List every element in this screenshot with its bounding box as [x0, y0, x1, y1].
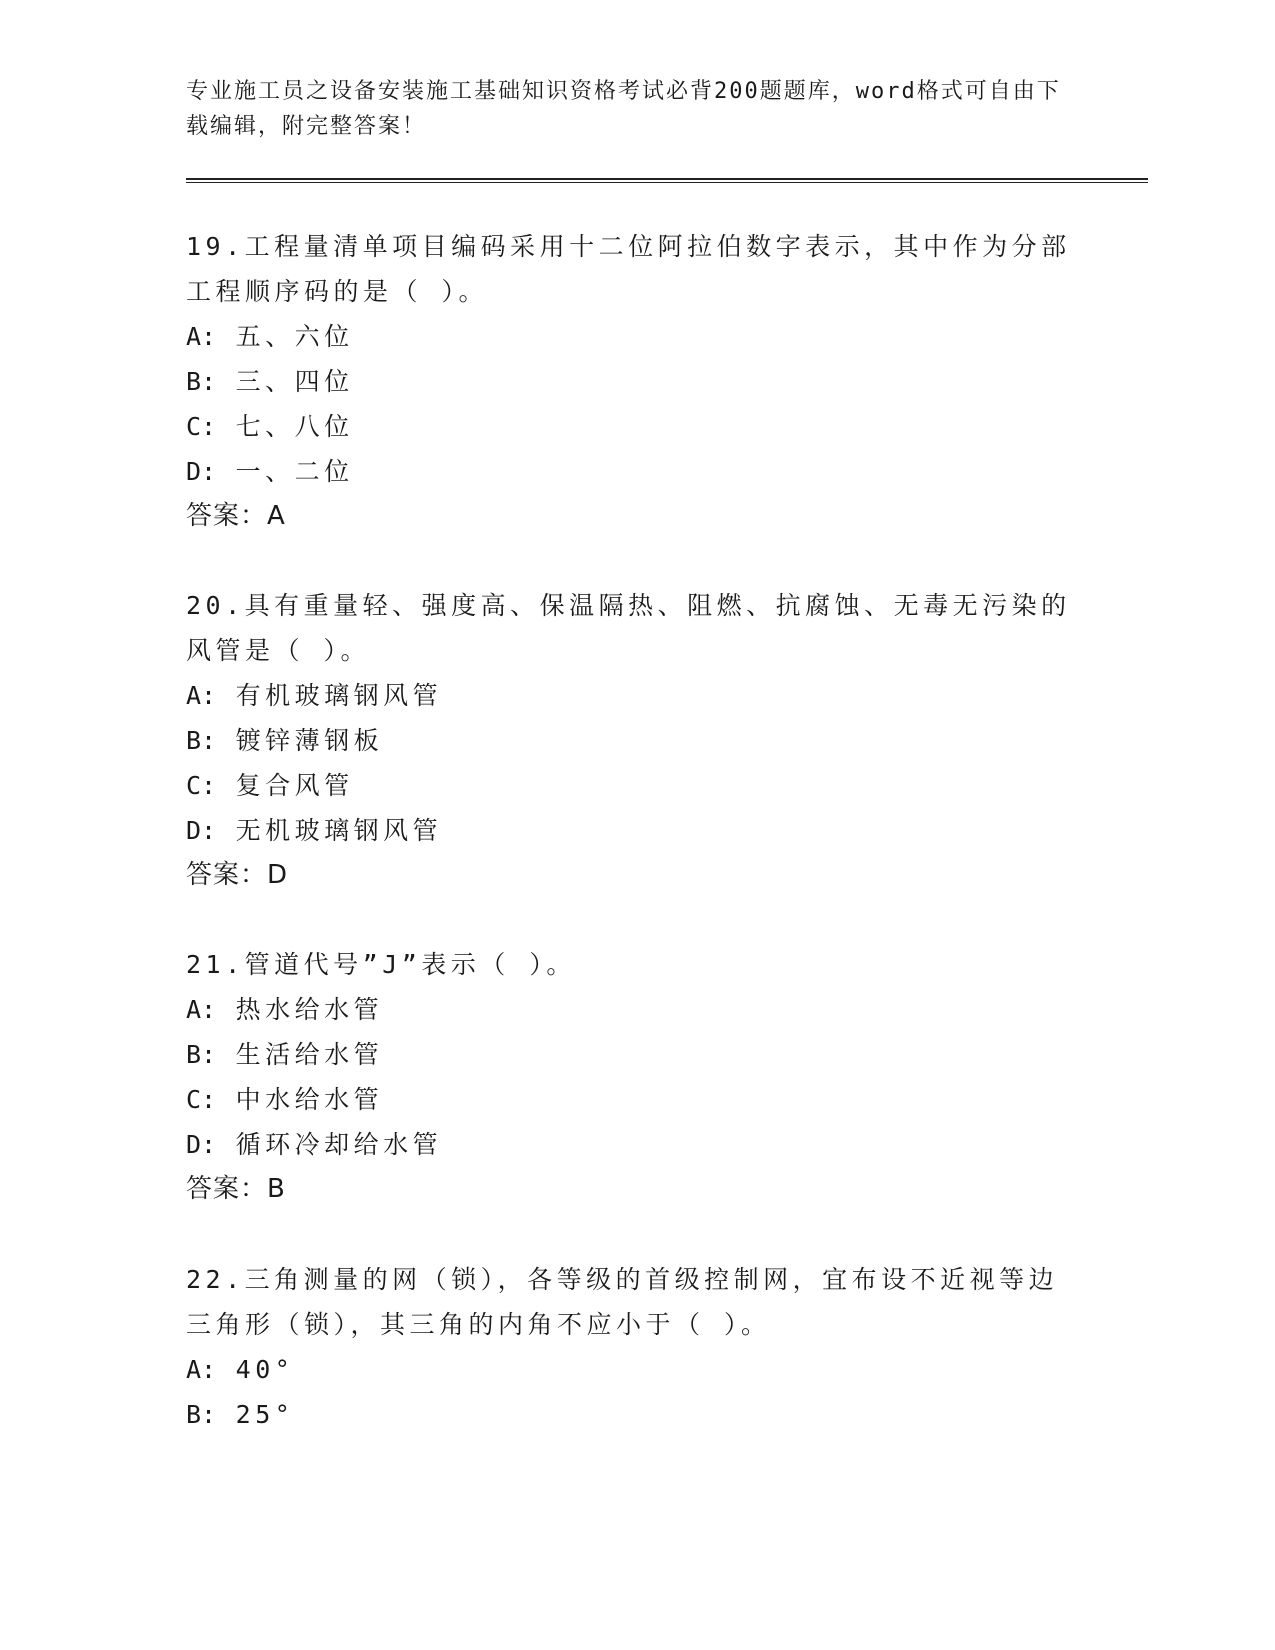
option-d — [186, 808, 1086, 853]
question-stem: 21.管道代号”J”表示（ ）。 — [186, 950, 576, 979]
option-text: 40° — [235, 1355, 295, 1384]
option-b — [186, 359, 1086, 404]
answer-label: 答案：A — [186, 501, 286, 531]
option-key: A: — [186, 681, 217, 710]
option-text: 复合风管 — [235, 771, 354, 800]
option-b — [186, 1392, 1086, 1437]
answer-label: 答案：B — [186, 1174, 286, 1204]
option-text: 三、四位 — [235, 367, 354, 396]
option-c — [186, 1077, 1086, 1122]
option-key: A: — [186, 322, 217, 351]
option-key: D: — [186, 457, 217, 486]
option-key: A: — [186, 995, 217, 1024]
question-stem: 22.三角测量的网（锁），各等级的首级控制网，宜布设不近视等边三角形（锁），其三角的内角不应小于（ ）。 — [186, 1265, 1059, 1339]
option-d — [186, 449, 1086, 494]
option-key: D: — [186, 1130, 217, 1159]
answer-label: 答案：D — [186, 860, 289, 890]
option-c — [186, 404, 1086, 449]
option-text: 五、六位 — [235, 322, 354, 351]
option-key: B: — [186, 1400, 217, 1429]
option-key: C: — [186, 1085, 217, 1114]
question-stem: 20.具有重量轻、强度高、保温隔热、阻燃、抗腐蚀、无毒无污染的风管是（ ）。 — [186, 591, 1071, 665]
option-key: B: — [186, 367, 217, 396]
option-b — [186, 718, 1086, 763]
option-a — [186, 673, 1086, 718]
question-20 — [186, 583, 1086, 898]
option-text: 七、八位 — [235, 412, 354, 441]
option-b — [186, 1032, 1086, 1077]
option-a — [186, 314, 1086, 359]
option-text: 生活给水管 — [235, 1040, 384, 1069]
option-text: 一、二位 — [235, 457, 354, 486]
question-21 — [186, 942, 1086, 1212]
option-a — [186, 987, 1086, 1032]
option-key: C: — [186, 771, 217, 800]
option-text: 镀锌薄钢板 — [235, 726, 384, 755]
option-key: A: — [186, 1355, 217, 1384]
option-text: 有机玻璃钢风管 — [235, 681, 443, 710]
header-divider — [186, 178, 1148, 183]
option-key: C: — [186, 412, 217, 441]
option-d — [186, 1122, 1086, 1167]
question-19 — [186, 224, 1086, 539]
option-text: 循环冷却给水管 — [235, 1130, 443, 1159]
document-header: 专业施工员之设备安装施工基础知识资格考试必背200题题库，word格式可自由下载编辑，附完整答案！ — [186, 79, 1061, 139]
option-text: 中水给水管 — [235, 1085, 384, 1114]
question-22 — [186, 1257, 1086, 1437]
option-key: B: — [186, 726, 217, 755]
option-text: 无机玻璃钢风管 — [235, 816, 443, 845]
option-text: 热水给水管 — [235, 995, 384, 1024]
option-text: 25° — [235, 1400, 295, 1429]
option-c — [186, 763, 1086, 808]
question-stem: 19.工程量清单项目编码采用十二位阿拉伯数字表示，其中作为分部工程顺序码的是（ ）。 — [186, 232, 1071, 306]
option-a — [186, 1347, 1086, 1392]
option-key: B: — [186, 1040, 217, 1069]
option-key: D: — [186, 816, 217, 845]
